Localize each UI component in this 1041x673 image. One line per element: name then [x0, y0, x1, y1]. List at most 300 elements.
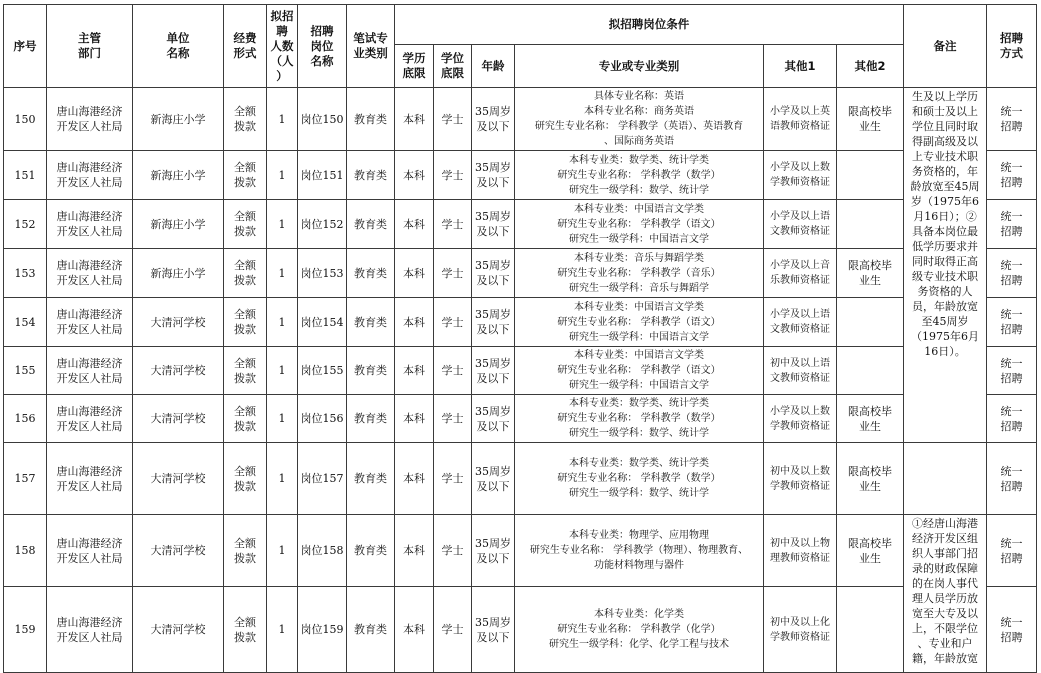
- header-line: 笔试专: [353, 31, 388, 45]
- funding-cell-line: 全额: [234, 259, 256, 272]
- degree-cell-line: 学士: [441, 112, 464, 126]
- header-line: 经费: [233, 31, 257, 45]
- seq-cell-line: 151: [14, 168, 36, 182]
- remark-line: 宽至大专及以: [912, 607, 978, 620]
- age-cell-line: 及以下: [476, 419, 510, 433]
- remark-line: （1975年6月: [911, 330, 979, 343]
- method-cell-line: 招聘: [1000, 371, 1023, 385]
- header-remark: 备注: [904, 5, 987, 88]
- dept-cell-line: 唐山海港经济: [56, 210, 123, 223]
- method-cell-line: 统一: [1000, 615, 1023, 629]
- funding-cell: [224, 347, 267, 395]
- degree-cell: [434, 200, 472, 249]
- method-cell: [987, 395, 1037, 443]
- edu-cell-line: 本科: [403, 544, 425, 557]
- seq-cell: [4, 298, 47, 347]
- other1-cell-line: 初中及以上数: [770, 465, 830, 477]
- count-cell-line: 1: [278, 168, 286, 182]
- exam-cell-line: 教育类: [354, 217, 387, 231]
- funding-cell: [224, 587, 267, 673]
- remark-line: ①经唐山海港: [912, 517, 978, 530]
- count-cell: [267, 395, 298, 443]
- major-cell-line: 研究生一级学科：数学、统计学: [569, 428, 709, 439]
- other1-cell-line: 学教师资格证: [770, 177, 830, 188]
- post-cell: [298, 515, 347, 587]
- method-cell-line: 统一: [1000, 308, 1023, 321]
- degree-cell-line: 学士: [441, 364, 464, 377]
- edu-cell: [395, 587, 434, 673]
- table-row: [4, 443, 1037, 515]
- header-edu: [395, 45, 434, 88]
- funding-cell-line: 全额: [234, 404, 256, 418]
- major-cell-line: 本科专业类：数学类、统计学类: [569, 154, 709, 166]
- post-cell-line: 岗位156: [300, 412, 344, 425]
- funding-cell-line: 拨款: [234, 176, 256, 189]
- degree-cell: [434, 587, 472, 673]
- degree-cell: [434, 88, 472, 151]
- unit-cell-line: 大清河学校: [150, 472, 206, 485]
- count-cell: [267, 151, 298, 200]
- major-cell-line: 本科专业类：数学类、统计学类: [569, 458, 709, 469]
- count-cell: [267, 200, 298, 249]
- degree-cell-line: 学士: [441, 472, 464, 485]
- other1-cell: [764, 298, 837, 347]
- header-line: 形式: [233, 46, 257, 60]
- edu-cell: [395, 249, 434, 298]
- dept-cell-line: 开发区人社局: [56, 176, 123, 189]
- count-cell: [267, 347, 298, 395]
- major-cell-line: 本科专业类：化学类: [594, 609, 684, 620]
- post-cell: [298, 298, 347, 347]
- header-line: 底限: [441, 66, 464, 80]
- header-line: 序号: [13, 38, 37, 53]
- funding-cell-line: 全额: [234, 356, 256, 370]
- exam-cell: [347, 200, 395, 249]
- method-cell: [987, 347, 1037, 395]
- header-line: 人数: [270, 38, 294, 53]
- other2-cell: [837, 395, 904, 443]
- exam-cell: [347, 347, 395, 395]
- age-cell-line: 35周岁: [475, 308, 511, 321]
- method-cell: [987, 249, 1037, 298]
- major-cell-line: 研究生专业名称： 学科教学（数学）: [557, 169, 721, 181]
- dept-cell-line: 唐山海港经济: [56, 308, 123, 321]
- header-line: 拟招: [270, 8, 294, 23]
- major-cell: [515, 515, 764, 587]
- unit-cell: [133, 298, 224, 347]
- seq-cell: [4, 395, 47, 443]
- major-cell-line: 本科专业类：物理学、应用物理: [569, 530, 709, 541]
- major-cell-line: 研究生一级学科：中国语言文学: [569, 233, 709, 245]
- dept-cell: [47, 88, 133, 151]
- dept-cell-line: 开发区人社局: [56, 479, 123, 493]
- seq-cell: [4, 587, 47, 673]
- method-cell-line: 招聘: [1000, 630, 1023, 644]
- other1-cell-line: 文教师资格证: [770, 226, 830, 237]
- major-cell-line: 本科专业类：音乐与舞蹈学类: [574, 252, 704, 264]
- remark-line: 籍，年龄放宽: [912, 652, 978, 665]
- post-cell: [298, 200, 347, 249]
- dept-cell: [47, 298, 133, 347]
- remark-line: 经济开发区组: [912, 532, 978, 545]
- other2-cell-line: 业生: [859, 479, 881, 493]
- other2-cell: [837, 151, 904, 200]
- method-cell: [987, 88, 1037, 151]
- major-cell-line: 研究生专业名称： 学科教学（物理）、物理教育、: [529, 545, 749, 556]
- exam-cell: [347, 443, 395, 515]
- remark-line: 、专业和户: [917, 637, 973, 650]
- major-cell: [515, 88, 764, 151]
- header-line: 单位: [166, 31, 190, 45]
- age-cell: [472, 298, 515, 347]
- funding-cell: [224, 443, 267, 515]
- header-other1: 其他1: [764, 45, 837, 88]
- funding-cell-line: 拨款: [234, 274, 256, 287]
- seq-cell: [4, 249, 47, 298]
- edu-cell: [395, 88, 434, 151]
- edu-cell-line: 本科: [403, 364, 425, 377]
- dept-cell-line: 唐山海港经济: [56, 161, 123, 174]
- table-row: [4, 395, 1037, 443]
- other1-cell: [764, 587, 837, 673]
- remark-line: 员，年龄放宽: [912, 300, 978, 313]
- count-cell-line: 1: [278, 364, 286, 377]
- seq-cell: [4, 88, 47, 151]
- count-cell: [267, 587, 298, 673]
- other2-cell-line: 限高校毕: [848, 464, 892, 478]
- age-cell-line: 及以下: [476, 120, 510, 133]
- recruitment-table: [3, 4, 1037, 673]
- age-cell: [472, 200, 515, 249]
- remark-line: 具备本岗位最: [912, 225, 978, 238]
- age-cell-line: 35周岁: [475, 464, 511, 478]
- count-cell-line: 1: [278, 472, 286, 485]
- post-cell: [298, 151, 347, 200]
- unit-cell-line: 新海庄小学: [150, 112, 206, 126]
- method-cell-line: 统一: [1000, 105, 1023, 118]
- edu-cell: [395, 443, 434, 515]
- other1-cell: [764, 395, 837, 443]
- age-cell: [472, 347, 515, 395]
- count-cell-line: 1: [278, 412, 286, 425]
- major-cell-line: 功能材料物理与器件: [594, 560, 684, 571]
- dept-cell-line: 开发区人社局: [56, 419, 123, 433]
- header-other2: 其他2: [837, 45, 904, 88]
- age-cell: [472, 249, 515, 298]
- exam-cell: [347, 151, 395, 200]
- unit-cell-line: 新海庄小学: [150, 266, 206, 280]
- funding-cell: [224, 249, 267, 298]
- major-cell-line: 本科专业类：中国语言文学类: [574, 203, 704, 215]
- remark-line: 低学历要求并: [912, 240, 978, 253]
- count-cell: [267, 88, 298, 151]
- count-cell: [267, 298, 298, 347]
- seq-cell-line: 152: [14, 217, 36, 231]
- age-cell-line: 35周岁: [475, 404, 511, 418]
- other1-cell-line: 初中及以上物: [770, 537, 830, 549]
- funding-cell: [224, 298, 267, 347]
- age-cell: [472, 395, 515, 443]
- exam-cell-line: 教育类: [354, 315, 387, 329]
- remark-line: 岁（1975年6: [911, 195, 979, 208]
- dept-cell-line: 开发区人社局: [56, 630, 123, 644]
- other1-cell-line: 小学及以上语: [770, 211, 830, 222]
- seq-cell-line: 159: [14, 623, 36, 636]
- method-cell: [987, 298, 1037, 347]
- table-body: [4, 88, 1037, 673]
- table-row: [4, 587, 1037, 673]
- remark-line: 龄放宽至45周: [910, 180, 980, 193]
- count-cell-line: 1: [278, 112, 286, 126]
- method-cell: [987, 443, 1037, 515]
- post-cell-line: 岗位158: [300, 544, 344, 557]
- remark-line: 务资格的，年: [912, 165, 978, 178]
- degree-cell: [434, 249, 472, 298]
- other1-cell-line: 学教师资格证: [770, 631, 830, 643]
- edu-cell-line: 本科: [403, 623, 425, 636]
- age-cell-line: 及以下: [476, 274, 510, 287]
- remark-line: 月16日）；②: [913, 210, 977, 223]
- post-cell-line: 岗位157: [300, 472, 344, 485]
- header-line: （人: [270, 53, 294, 68]
- funding-cell-line: 全额: [234, 464, 256, 478]
- dept-cell: [47, 587, 133, 673]
- remark-line: 务资格的人: [917, 285, 973, 298]
- major-cell-line: 、国际商务英语: [604, 136, 674, 147]
- major-cell-line: 研究生专业名称： 学科教学（语文）: [557, 316, 721, 328]
- method-cell-line: 招聘: [1000, 274, 1023, 287]
- degree-cell: [434, 443, 472, 515]
- seq-cell-line: 158: [14, 544, 36, 557]
- exam-cell-line: 教育类: [354, 266, 387, 280]
- post-cell: [298, 249, 347, 298]
- dept-cell-line: 唐山海港经济: [56, 259, 123, 272]
- post-cell-line: 岗位154: [300, 315, 344, 329]
- post-cell-line: 岗位153: [300, 266, 344, 280]
- funding-cell: [224, 88, 267, 151]
- method-cell-line: 统一: [1000, 536, 1023, 550]
- post-cell: [298, 88, 347, 151]
- age-cell-line: 及以下: [476, 176, 510, 189]
- age-cell-line: 及以下: [476, 371, 510, 385]
- major-cell: [515, 200, 764, 249]
- count-cell-line: 1: [278, 217, 286, 231]
- method-cell-line: 招聘: [1000, 225, 1023, 238]
- degree-cell-line: 学士: [441, 412, 464, 425]
- major-cell-line: 本科专业类：中国语言文学类: [574, 350, 704, 361]
- header-line: 聘: [276, 23, 288, 38]
- remark-cell-bottom: [904, 515, 987, 673]
- other1-cell-line: 小学及以上数: [770, 405, 830, 417]
- unit-cell: [133, 200, 224, 249]
- unit-cell: [133, 347, 224, 395]
- dept-cell: [47, 249, 133, 298]
- other2-cell: [837, 515, 904, 587]
- funding-cell-line: 拨款: [234, 371, 256, 385]
- header-line: 业类别: [353, 46, 388, 60]
- age-cell-line: 及以下: [476, 323, 510, 336]
- funding-cell-line: 拨款: [234, 419, 256, 433]
- table-row: [4, 249, 1037, 298]
- dept-cell-line: 唐山海港经济: [56, 105, 123, 118]
- edu-cell-line: 本科: [403, 217, 425, 231]
- other2-cell: [837, 88, 904, 151]
- table-row: [4, 200, 1037, 249]
- unit-cell: [133, 395, 224, 443]
- funding-cell-line: 全额: [234, 161, 256, 174]
- table-row: [4, 515, 1037, 587]
- other1-cell-line: 初中及以上语: [770, 357, 830, 369]
- degree-cell: [434, 395, 472, 443]
- table-header: [4, 5, 1037, 88]
- degree-cell-line: 学士: [441, 168, 464, 182]
- seq-cell: [4, 515, 47, 587]
- other1-cell: [764, 443, 837, 515]
- edu-cell-line: 本科: [403, 412, 425, 425]
- method-cell: [987, 515, 1037, 587]
- dept-cell-line: 唐山海港经济: [56, 356, 123, 370]
- seq-cell-line: 156: [14, 412, 36, 425]
- funding-cell-line: 拨款: [234, 225, 256, 238]
- age-cell-line: 及以下: [476, 630, 510, 644]
- unit-cell-line: 新海庄小学: [150, 217, 206, 231]
- seq-cell-line: 150: [14, 112, 36, 126]
- method-cell-line: 招聘: [1000, 323, 1023, 336]
- dept-cell-line: 开发区人社局: [56, 551, 123, 565]
- header-line: 名称: [166, 46, 190, 60]
- unit-cell-line: 大清河学校: [150, 544, 206, 557]
- other1-cell-line: 理教师资格证: [770, 552, 830, 564]
- age-cell-line: 及以下: [476, 225, 510, 238]
- edu-cell-line: 本科: [403, 168, 425, 182]
- header-line: ）: [276, 68, 288, 83]
- exam-cell-line: 教育类: [354, 112, 387, 126]
- header-funding: [224, 5, 267, 88]
- unit-cell-line: 大清河学校: [150, 364, 206, 377]
- dept-cell: [47, 443, 133, 515]
- major-cell: [515, 151, 764, 200]
- degree-cell-line: 学士: [441, 266, 464, 280]
- other2-cell-line: 业生: [859, 120, 881, 133]
- major-cell-line: 研究生一级学科：数学、统计学: [569, 488, 709, 499]
- seq-cell: [4, 443, 47, 515]
- major-cell-line: 研究生专业名称： 学科教学（音乐）: [557, 267, 721, 279]
- remark-line: 学位且同时取: [912, 120, 978, 133]
- seq-cell-line: 153: [14, 266, 36, 280]
- major-cell-line: 研究生一级学科：中国语言文学: [569, 331, 709, 343]
- post-cell-line: 岗位152: [300, 217, 344, 231]
- degree-cell-line: 学士: [441, 544, 464, 557]
- dept-cell-line: 开发区人社局: [56, 274, 123, 287]
- other1-cell: [764, 515, 837, 587]
- major-cell: [515, 249, 764, 298]
- remark-line: 和硕士及以上: [912, 105, 978, 118]
- other2-cell-line: 限高校毕: [848, 536, 892, 550]
- age-cell-line: 35周岁: [475, 105, 511, 118]
- edu-cell: [395, 151, 434, 200]
- other2-cell: [837, 347, 904, 395]
- table-row: [4, 151, 1037, 200]
- seq-cell-line: 154: [14, 315, 36, 329]
- remark-line: 理人员学历放: [912, 592, 978, 605]
- other1-cell: [764, 347, 837, 395]
- exam-cell: [347, 587, 395, 673]
- other2-cell: [837, 443, 904, 515]
- count-cell: [267, 249, 298, 298]
- dept-cell-line: 唐山海港经济: [56, 464, 123, 478]
- exam-cell-line: 教育类: [354, 623, 387, 636]
- major-cell: [515, 395, 764, 443]
- age-cell: [472, 515, 515, 587]
- other1-cell: [764, 200, 837, 249]
- header-major: 专业或专业类别: [515, 45, 764, 88]
- unit-cell-line: 新海庄小学: [150, 168, 206, 182]
- header-line: 方式: [1000, 46, 1023, 60]
- other1-cell-line: 小学及以上英: [770, 106, 830, 117]
- unit-cell: [133, 443, 224, 515]
- count-cell-line: 1: [278, 266, 286, 280]
- exam-cell-line: 教育类: [354, 168, 387, 182]
- edu-cell-line: 本科: [403, 315, 425, 329]
- remark-line: 级专业技术职: [912, 270, 978, 283]
- major-cell-line: 具体专业名称：英语: [594, 91, 684, 102]
- edu-cell-line: 本科: [403, 266, 425, 280]
- remark-cell-top: [904, 88, 987, 443]
- major-cell-line: 研究生一级学科：数学、统计学: [569, 184, 709, 196]
- other2-cell: [837, 587, 904, 673]
- degree-cell-line: 学士: [441, 315, 464, 329]
- remark-line: 同时取得正高: [912, 255, 978, 268]
- major-cell-line: 研究生专业名称： 学科教学（数学）: [557, 473, 721, 484]
- header-method: [987, 5, 1037, 88]
- unit-cell-line: 大清河学校: [150, 623, 206, 636]
- age-cell: [472, 587, 515, 673]
- age-cell-line: 35周岁: [475, 356, 511, 370]
- age-cell-line: 及以下: [476, 551, 510, 565]
- other2-cell-line: 限高校毕: [848, 404, 892, 418]
- count-cell-line: 1: [278, 315, 286, 329]
- method-cell: [987, 587, 1037, 673]
- seq-cell-line: 157: [14, 472, 36, 485]
- seq-cell: [4, 151, 47, 200]
- header-line: 岗位: [310, 38, 334, 53]
- major-cell: [515, 347, 764, 395]
- other2-cell-line: 业生: [859, 419, 881, 433]
- major-cell-line: 研究生专业名称： 学科教学（数学）: [557, 413, 721, 424]
- header-line: 学位: [441, 51, 464, 65]
- age-cell-line: 35周岁: [475, 161, 511, 174]
- header-dept: [47, 5, 133, 88]
- other2-cell-line: 限高校毕: [848, 105, 892, 118]
- funding-cell-line: 拨款: [234, 551, 256, 565]
- count-cell: [267, 443, 298, 515]
- unit-cell: [133, 88, 224, 151]
- funding-cell: [224, 395, 267, 443]
- method-cell-line: 统一: [1000, 259, 1023, 272]
- header-degree: [434, 45, 472, 88]
- edu-cell-line: 本科: [403, 112, 425, 126]
- remark-line: 的在岗人事代: [912, 577, 978, 590]
- other1-cell-line: 文教师资格证: [770, 324, 830, 335]
- header-line: 招聘: [1000, 31, 1023, 45]
- age-cell-line: 及以下: [476, 479, 510, 493]
- header-line: 学历: [402, 51, 426, 65]
- method-cell-line: 招聘: [1000, 419, 1023, 433]
- seq-cell: [4, 200, 47, 249]
- dept-cell: [47, 395, 133, 443]
- unit-cell: [133, 515, 224, 587]
- other1-cell: [764, 151, 837, 200]
